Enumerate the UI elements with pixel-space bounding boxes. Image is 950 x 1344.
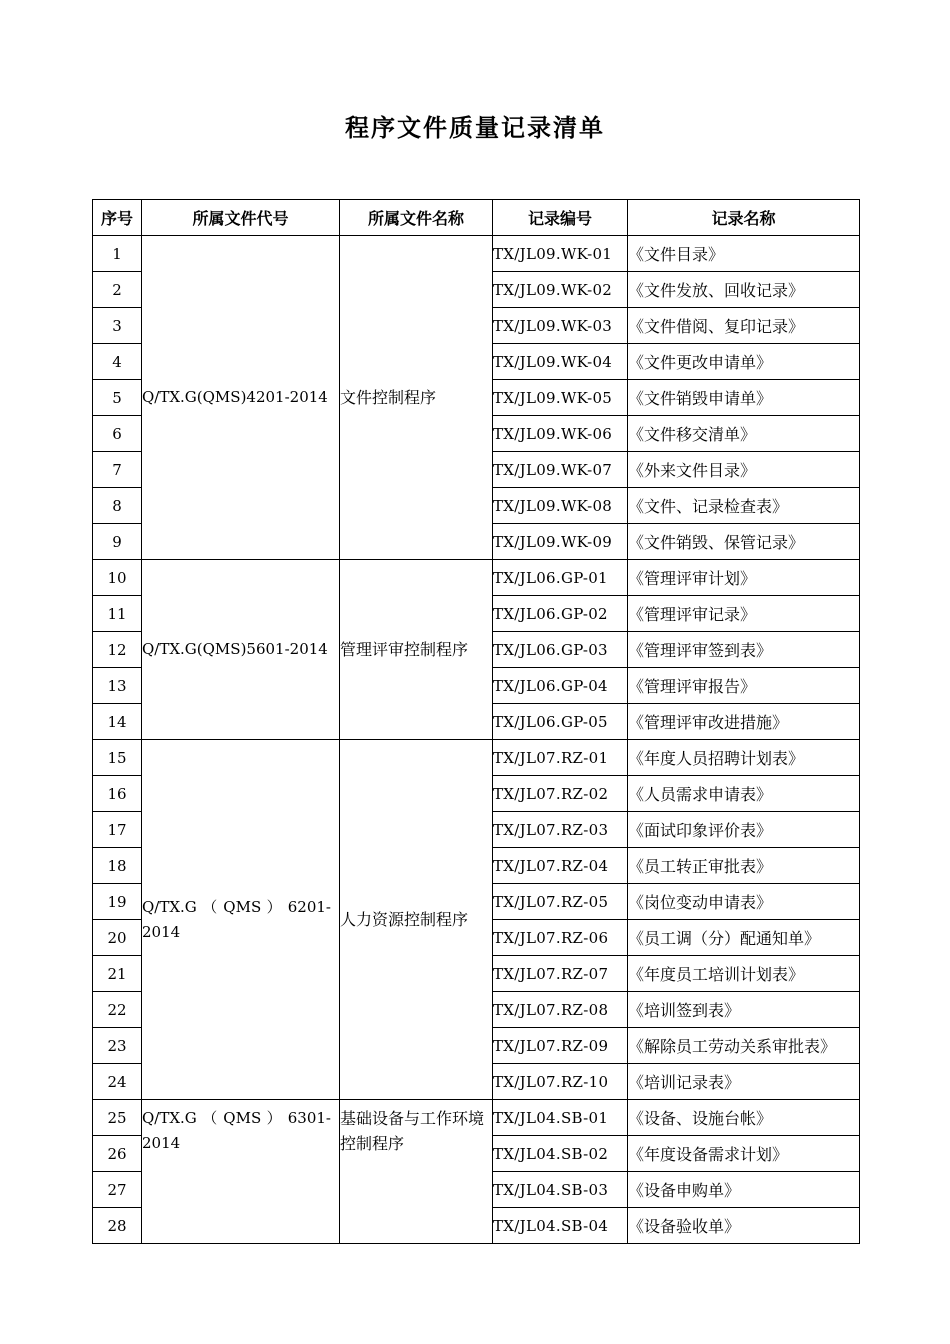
record-id-cell: TX/JL09.WK-03 (493, 308, 628, 344)
record-id-cell: TX/JL06.GP-03 (493, 632, 628, 668)
record-name-cell: 《管理评审记录》 (628, 596, 860, 632)
table-row (93, 1100, 860, 1136)
record-name-cell: 《外来文件目录》 (628, 452, 860, 488)
record-id-cell: TX/JL09.WK-04 (493, 344, 628, 380)
header-record-name: 记录名称 (628, 200, 860, 236)
record-id-cell: TX/JL09.WK-05 (493, 380, 628, 416)
seq-cell: 16 (93, 776, 142, 812)
seq-cell: 21 (93, 956, 142, 992)
record-id-cell: TX/JL04.SB-04 (493, 1208, 628, 1244)
seq-cell: 20 (93, 920, 142, 956)
seq-cell: 22 (93, 992, 142, 1028)
page-title: 程序文件质量记录清单 (345, 114, 605, 142)
seq-cell: 5 (93, 380, 142, 416)
header-seq: 序号 (93, 200, 142, 236)
seq-cell: 12 (93, 632, 142, 668)
seq-cell: 6 (93, 416, 142, 452)
doc-code-cell: Q/TX.G(QMS)4201-2014 (142, 236, 340, 560)
records-table (92, 199, 860, 1244)
seq-cell: 10 (93, 560, 142, 596)
seq-cell: 28 (93, 1208, 142, 1244)
record-id-cell: TX/JL09.WK-09 (493, 524, 628, 560)
record-name-cell: 《文件借阅、复印记录》 (628, 308, 860, 344)
record-id-cell: TX/JL06.GP-05 (493, 704, 628, 740)
seq-cell: 24 (93, 1064, 142, 1100)
seq-cell: 4 (93, 344, 142, 380)
record-id-cell: TX/JL07.RZ-08 (493, 992, 628, 1028)
doc-name-cell: 人力资源控制程序 (340, 740, 493, 1100)
record-id-cell: TX/JL09.WK-02 (493, 272, 628, 308)
seq-cell: 15 (93, 740, 142, 776)
seq-cell: 17 (93, 812, 142, 848)
doc-name-cell: 基础设备与工作环境控制程序 (340, 1100, 493, 1244)
record-name-cell: 《年度人员招聘计划表》 (628, 740, 860, 776)
record-name-cell: 《文件销毁、保管记录》 (628, 524, 860, 560)
record-name-cell: 《员工转正审批表》 (628, 848, 860, 884)
record-id-cell: TX/JL07.RZ-02 (493, 776, 628, 812)
record-id-cell: TX/JL06.GP-02 (493, 596, 628, 632)
record-name-cell: 《设备、设施台帐》 (628, 1100, 860, 1136)
record-name-cell: 《培训签到表》 (628, 992, 860, 1028)
seq-cell: 2 (93, 272, 142, 308)
record-id-cell: TX/JL04.SB-03 (493, 1172, 628, 1208)
record-id-cell: TX/JL07.RZ-05 (493, 884, 628, 920)
record-name-cell: 《文件发放、回收记录》 (628, 272, 860, 308)
record-name-cell: 《管理评审签到表》 (628, 632, 860, 668)
record-name-cell: 《设备申购单》 (628, 1172, 860, 1208)
record-name-cell: 《人员需求申请表》 (628, 776, 860, 812)
record-name-cell: 《管理评审计划》 (628, 560, 860, 596)
seq-cell: 18 (93, 848, 142, 884)
record-name-cell: 《管理评审改进措施》 (628, 704, 860, 740)
table-row (93, 740, 860, 776)
record-name-cell: 《文件更改申请单》 (628, 344, 860, 380)
header-doc-name: 所属文件名称 (340, 200, 493, 236)
record-name-cell: 《管理评审报告》 (628, 668, 860, 704)
doc-code-cell: Q/TX.G （ QMS ） 6301-2014 (142, 1100, 340, 1244)
record-name-cell: 《岗位变动申请表》 (628, 884, 860, 920)
record-id-cell: TX/JL09.WK-01 (493, 236, 628, 272)
record-id-cell: TX/JL07.RZ-06 (493, 920, 628, 956)
seq-cell: 7 (93, 452, 142, 488)
seq-cell: 3 (93, 308, 142, 344)
record-id-cell: TX/JL09.WK-08 (493, 488, 628, 524)
record-name-cell: 《年度员工培训计划表》 (628, 956, 860, 992)
seq-cell: 25 (93, 1100, 142, 1136)
doc-name-cell: 文件控制程序 (340, 236, 493, 560)
table-row (93, 560, 860, 596)
header-doc-code: 所属文件代号 (142, 200, 340, 236)
record-name-cell: 《文件、记录检查表》 (628, 488, 860, 524)
record-id-cell: TX/JL04.SB-02 (493, 1136, 628, 1172)
seq-cell: 19 (93, 884, 142, 920)
record-id-cell: TX/JL06.GP-01 (493, 560, 628, 596)
record-id-cell: TX/JL06.GP-04 (493, 668, 628, 704)
seq-cell: 11 (93, 596, 142, 632)
record-id-cell: TX/JL07.RZ-04 (493, 848, 628, 884)
record-name-cell: 《年度设备需求计划》 (628, 1136, 860, 1172)
record-name-cell: 《面试印象评价表》 (628, 812, 860, 848)
record-name-cell: 《设备验收单》 (628, 1208, 860, 1244)
record-id-cell: TX/JL04.SB-01 (493, 1100, 628, 1136)
seq-cell: 14 (93, 704, 142, 740)
seq-cell: 26 (93, 1136, 142, 1172)
header-record-id: 记录编号 (493, 200, 628, 236)
doc-code-cell: Q/TX.G （ QMS ） 6201-2014 (142, 740, 340, 1100)
seq-cell: 13 (93, 668, 142, 704)
record-id-cell: TX/JL07.RZ-01 (493, 740, 628, 776)
seq-cell: 8 (93, 488, 142, 524)
record-id-cell: TX/JL07.RZ-10 (493, 1064, 628, 1100)
record-name-cell: 《文件销毁申请单》 (628, 380, 860, 416)
seq-cell: 27 (93, 1172, 142, 1208)
table-header-row (93, 200, 860, 236)
record-name-cell: 《解除员工劳动关系审批表》 (628, 1028, 860, 1064)
record-id-cell: TX/JL07.RZ-03 (493, 812, 628, 848)
seq-cell: 1 (93, 236, 142, 272)
record-id-cell: TX/JL09.WK-06 (493, 416, 628, 452)
seq-cell: 9 (93, 524, 142, 560)
doc-name-cell: 管理评审控制程序 (340, 560, 493, 740)
record-id-cell: TX/JL07.RZ-07 (493, 956, 628, 992)
record-id-cell: TX/JL07.RZ-09 (493, 1028, 628, 1064)
record-id-cell: TX/JL09.WK-07 (493, 452, 628, 488)
record-name-cell: 《文件目录》 (628, 236, 860, 272)
doc-code-cell: Q/TX.G(QMS)5601-2014 (142, 560, 340, 740)
table-row (93, 236, 860, 272)
seq-cell: 23 (93, 1028, 142, 1064)
record-name-cell: 《员工调（分）配通知单》 (628, 920, 860, 956)
record-name-cell: 《文件移交清单》 (628, 416, 860, 452)
record-name-cell: 《培训记录表》 (628, 1064, 860, 1100)
